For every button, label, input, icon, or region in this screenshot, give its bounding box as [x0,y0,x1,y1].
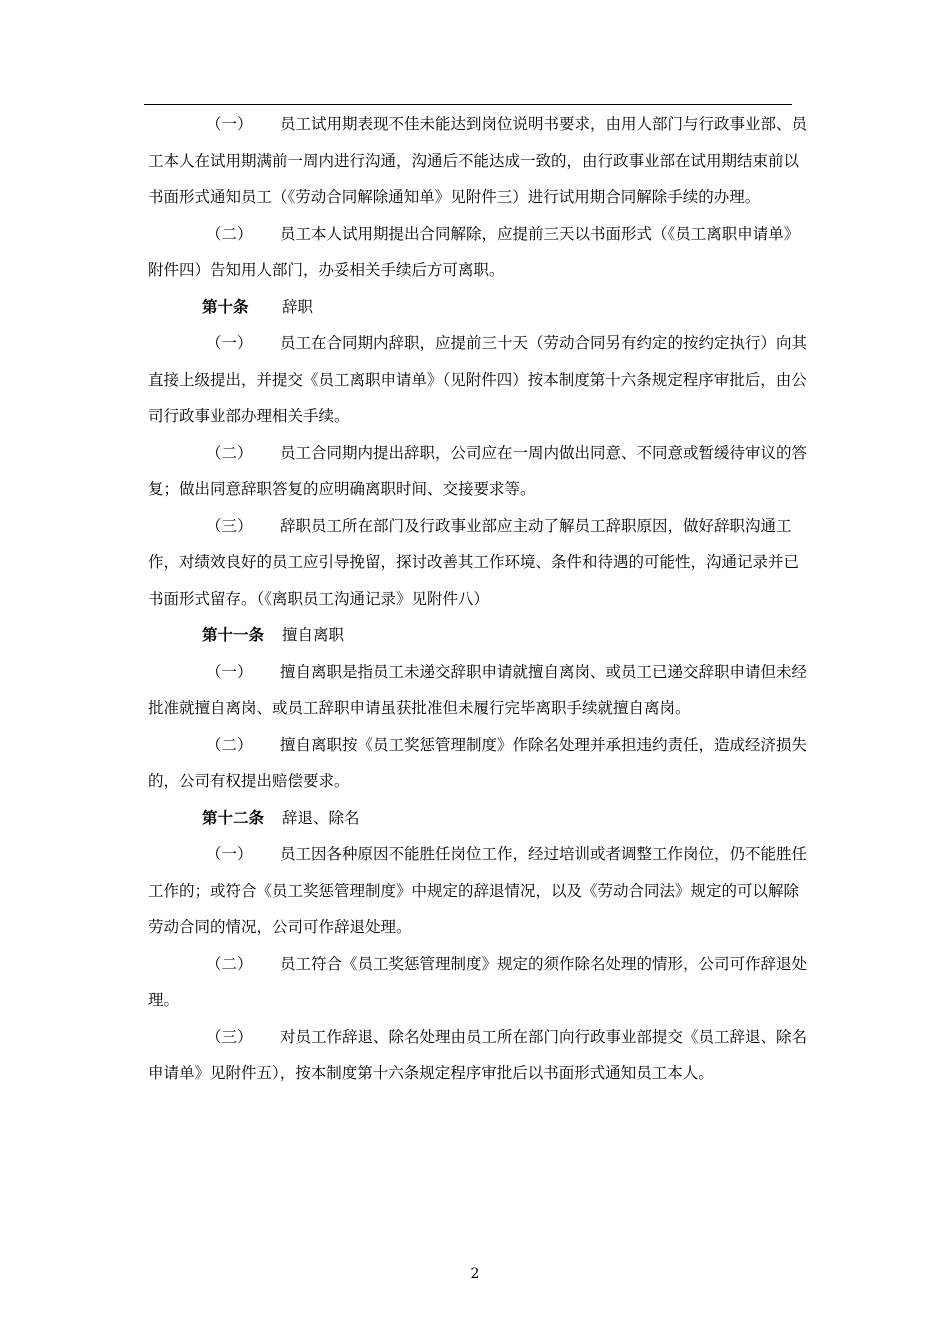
clause-paragraph [148,216,808,289]
article-heading [148,617,808,654]
clause-paragraph [148,435,808,508]
clause-number: （一） [206,115,253,133]
clause-number: （一） [206,845,253,863]
clause-number: （一） [206,662,253,681]
clause-text: 辞职员工所在部门及行政事业部应主动了解员工辞职原因，做好辞职沟通工作，对绩效良好的员工应引导挽留，探讨改善其工作环境、条件和待遇的可能性，沟通记录并已书面形式留存。（《离职员工沟通记录》见附件八） [148,516,800,608]
clause-text: 员工在合同期内辞职，应提前三十天（劳动合同另有约定的按约定执行）向其直接上级提出，并提交《员工离职申请单》（见附件四）按本制度第十六条规定程序审批后，由公司行政事业部办理相关手续。 [148,334,808,425]
clause-text: 员工因各种原因不能胜任岗位工作，经过培训或者调整工作岗位，仍不能胜任工作的；或符合《员工奖惩管理制度》中规定的辞退情况，以及《劳动合同法》规定的可以解除劳动合同的情况，公司可作辞退处理。 [148,845,808,936]
article-title: 擅自离职 [282,626,345,644]
article-heading [148,800,808,837]
clause-number: （二） [206,224,253,243]
clause-paragraph [148,1019,808,1092]
document-body [148,106,808,1092]
clause-text: 员工符合《员工奖惩管理制度》规定的须作除名处理的情形，公司可作辞退处理。 [148,954,808,1009]
clause-number: （一） [206,334,253,352]
article-title: 辞职 [282,297,314,316]
clause-number: （三） [206,1027,253,1046]
clause-text: 擅自离职按《员工奖惩管理制度》作除名处理并承担违约责任，造成经济损失的，公司有权提出赔偿要求。 [148,735,808,790]
article-number: 第十二条 [202,807,265,827]
clause-paragraph [148,654,808,727]
clause-paragraph [148,836,808,946]
page-number: 2 [470,1266,480,1282]
clause-text: 员工试用期表现不佳未能达到岗位说明书要求，由用人部门与行政事业部、员工本人在试用期满前一周内进行沟通，沟通后不能达成一致的，由行政事业部在试用期结束前以书面形式通知员工（《劳动合同解除通知单》见附件三）进行试用期合同解除手续的办理。 [148,115,808,206]
article-number: 第十条 [202,296,249,316]
article-number: 第十一条 [202,625,265,644]
article-heading [148,289,808,326]
clause-paragraph [148,325,808,435]
header-rule [144,104,792,105]
clause-number: （三） [206,516,253,535]
clause-paragraph [148,508,808,618]
clause-text: 擅自离职是指员工未递交辞职申请就擅自离岗、或员工已递交辞职申请但未经批准就擅自离岗、或员工辞职申请虽获批准但未履行完毕离职手续就擅自离岗。 [148,662,808,717]
clause-paragraph [148,106,808,216]
clause-number: （二） [206,443,253,462]
clause-number: （二） [206,735,253,754]
article-title: 辞退、除名 [282,808,360,827]
clause-paragraph [148,946,808,1019]
clause-paragraph [148,727,808,800]
clause-number: （二） [206,954,253,973]
clause-text: 对员工作辞退、除名处理由员工所在部门向行政事业部提交《员工辞退、除名申请单》见附件五），按本制度第十六条规定程序审批后以书面形式通知员工本人。 [148,1027,808,1082]
clause-text: 员工本人试用期提出合同解除，应提前三天以书面形式（《员工离职申请单》附件四）告知用人部门，办妥相关手续后方可离职。 [148,224,800,279]
clause-text: 员工合同期内提出辞职，公司应在一周内做出同意、不同意或暂缓待审议的答复；做出同意辞职答复的应明确离职时间、交接要求等。 [148,443,808,498]
